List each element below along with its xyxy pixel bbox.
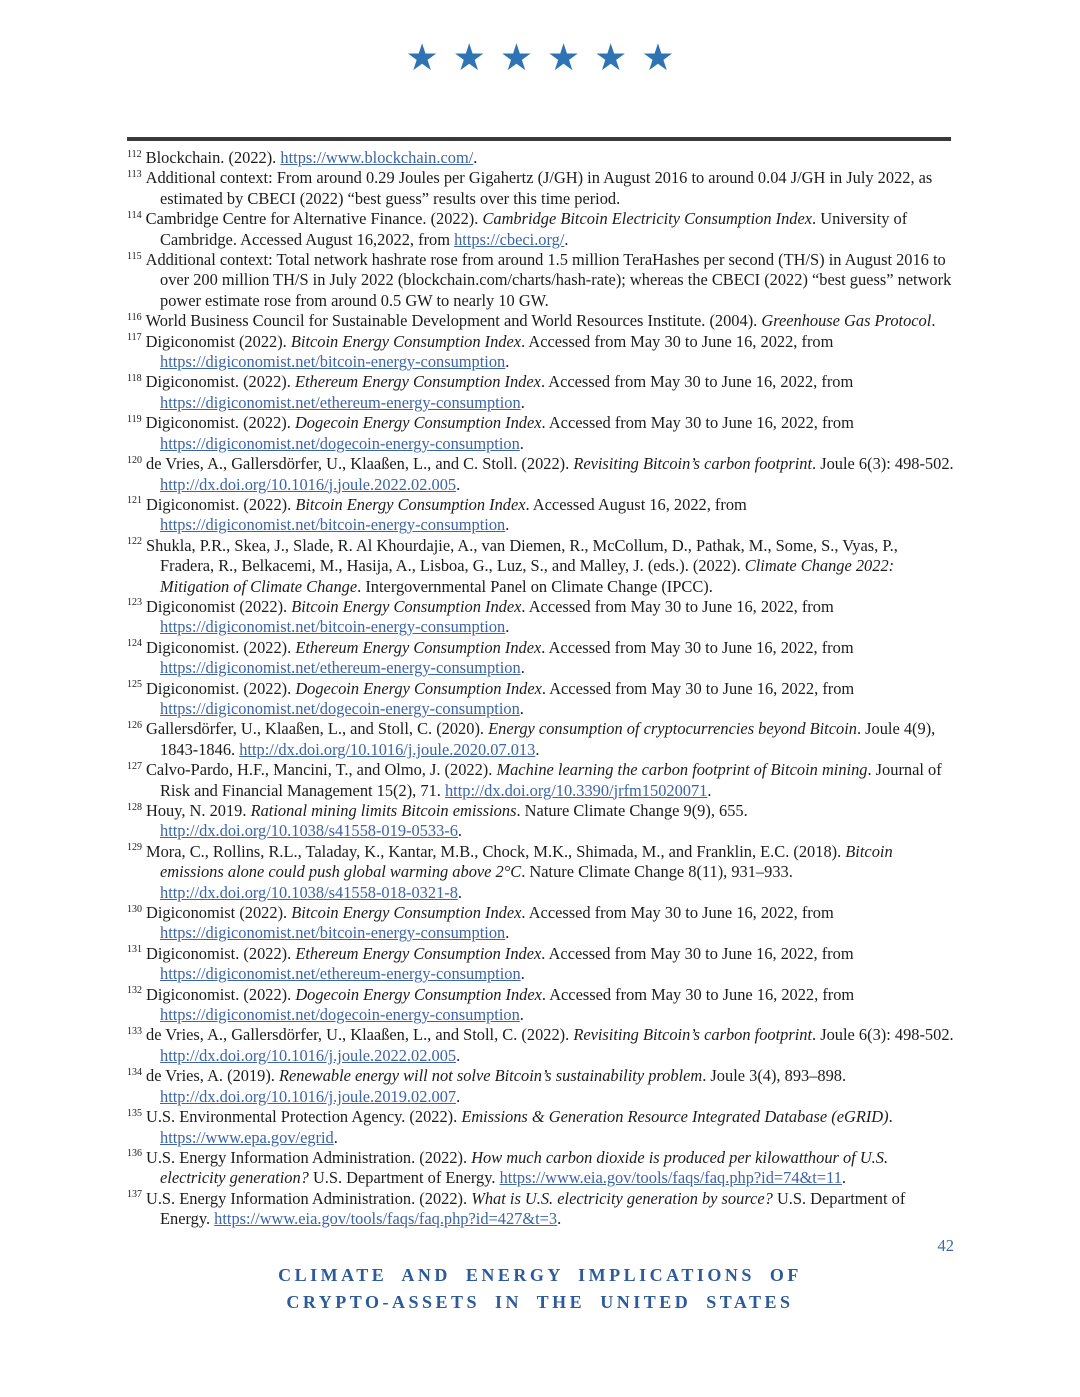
footnote-text: Digiconomist. (2022). bbox=[146, 984, 296, 1004]
footnote-number: 125 bbox=[127, 679, 142, 691]
footnote-text: . Accessed from May 30 to June 16, 2022, from bbox=[541, 943, 854, 963]
footnote-text: . bbox=[520, 964, 525, 984]
footnote-text: . bbox=[333, 1127, 338, 1147]
footnote-text: . University of Cambridge. Accessed August 16,2022, from bbox=[160, 209, 908, 249]
footnote-number: 114 bbox=[127, 209, 142, 221]
footnote-text: . bbox=[456, 1086, 461, 1106]
footnote bbox=[127, 760, 955, 801]
footnote-number: 117 bbox=[127, 332, 142, 344]
footnote-title: Emissions & Generation Resource Integrated Database (eGRID) bbox=[461, 1107, 889, 1127]
footnote bbox=[127, 250, 955, 311]
footnote-text: . Accessed from May 30 to June 16, 2022, from bbox=[541, 984, 855, 1004]
star-icon: ★ bbox=[499, 38, 533, 79]
footnote-link[interactable]: http://dx.doi.org/10.1016/j.joule.2020.07.013 bbox=[239, 739, 536, 759]
footnote-number: 121 bbox=[127, 495, 142, 507]
footnote-title: Greenhouse Gas Protocol bbox=[761, 311, 932, 331]
footnote-link[interactable]: https://www.eia.gov/tools/faqs/faq.php?id=427&t=3 bbox=[214, 1209, 558, 1229]
footnote-text: Digiconomist (2022). bbox=[146, 903, 292, 923]
footnote-number: 136 bbox=[127, 1148, 142, 1160]
footnote bbox=[127, 679, 955, 720]
footnotes-list bbox=[127, 148, 955, 1230]
footnote-number: 124 bbox=[127, 638, 142, 650]
footnote bbox=[127, 332, 955, 373]
footnote-text: . bbox=[457, 821, 463, 841]
divider-rule bbox=[127, 137, 951, 141]
footnote bbox=[127, 372, 955, 413]
footnote-title: Bitcoin Energy Consumption Index bbox=[291, 903, 522, 923]
footnote-number: 123 bbox=[127, 597, 142, 609]
footnote-title: Revisiting Bitcoin’s carbon footprint bbox=[573, 454, 813, 474]
footnote-text: . bbox=[505, 617, 510, 637]
footnote-text: . bbox=[505, 515, 510, 535]
footnote-title: Rational mining limits Bitcoin emissions bbox=[250, 801, 517, 820]
footnote-text: de Vries, A., Gallersdörfer, U., Klaaßen, L., and C. Stoll. (2022). bbox=[146, 454, 574, 474]
footnote-text: U.S. Energy Information Administration. (2022). bbox=[146, 1147, 472, 1167]
footnote-link[interactable]: http://dx.doi.org/10.3390/jrfm15020071 bbox=[444, 780, 708, 800]
footnote bbox=[127, 311, 955, 331]
footnote-title: What is U.S. electricity generation by source? bbox=[471, 1188, 773, 1208]
footnote-link[interactable]: https://digiconomist.net/bitcoin-energy-consumption bbox=[160, 352, 506, 372]
footnote-text: . bbox=[519, 433, 524, 453]
footnote-text: de Vries, A., Gallersdörfer, U., Klaaßen, L., and Stoll, C. (2022). bbox=[146, 1025, 574, 1045]
footnote-text: . bbox=[505, 352, 510, 372]
footnote-link[interactable]: https://digiconomist.net/ethereum-energy-consumption bbox=[160, 392, 521, 412]
footnote-link[interactable]: http://dx.doi.org/10.1038/s41558-019-0533-6 bbox=[160, 821, 458, 841]
footnote-text: . bbox=[505, 923, 510, 943]
footnote-text: . Accessed from May 30 to June 16, 2022, from bbox=[541, 637, 854, 657]
footnote-link[interactable]: https://digiconomist.net/dogecoin-energy-consumption bbox=[160, 433, 520, 453]
footnote bbox=[127, 801, 955, 842]
footnote-text: . Joule 3(4), 893–898. bbox=[702, 1066, 847, 1086]
footnote-text: Digiconomist. (2022). bbox=[146, 943, 296, 963]
footnote-title: Ethereum Energy Consumption Index bbox=[295, 943, 542, 963]
footnote-text: World Business Council for Sustainable Development and World Resources Institute. (2004). bbox=[145, 311, 762, 331]
footnote bbox=[127, 454, 955, 495]
star-icon: ★ bbox=[547, 38, 581, 79]
footnote-number: 137 bbox=[127, 1189, 142, 1201]
footnote bbox=[127, 495, 955, 536]
footnote-number: 134 bbox=[127, 1066, 142, 1078]
footnote bbox=[127, 842, 955, 903]
footnote-number: 129 bbox=[127, 842, 142, 854]
star-icon: ★ bbox=[641, 38, 675, 79]
footnote-number: 131 bbox=[127, 944, 142, 956]
footnote-text: Digiconomist (2022). bbox=[146, 596, 292, 616]
footnote bbox=[127, 944, 955, 985]
footnote-text: Digiconomist. (2022). bbox=[146, 678, 296, 698]
footnote-number: 113 bbox=[127, 168, 142, 180]
footnote-text: . bbox=[519, 1005, 524, 1025]
footnote-text: Digiconomist. (2022). bbox=[146, 637, 296, 657]
footnote-link[interactable]: https://cbeci.org/ bbox=[454, 229, 565, 249]
footnote-title: Climate Change 2022: Mitigation of Climate Change bbox=[160, 556, 895, 596]
star-icon: ★ bbox=[405, 38, 439, 79]
footnote-text: . Accessed from May 30 to June 16, 2022, from bbox=[521, 596, 834, 616]
footnote bbox=[127, 536, 955, 597]
footnote-text: U.S. Department of Energy. bbox=[160, 1188, 906, 1229]
footnote-text: . bbox=[931, 311, 936, 331]
footnote-text: . bbox=[707, 780, 712, 800]
footnote-link[interactable]: https://digiconomist.net/bitcoin-energy-consumption bbox=[160, 923, 506, 943]
report-title-footer bbox=[0, 1262, 1080, 1316]
footnote-text: . Journal of Risk and Financial Management 15(2), 71. bbox=[160, 760, 942, 800]
footnote-text: Gallersdörfer, U., Klaaßen, L., and Stoll, C. (2020). bbox=[146, 719, 489, 739]
footnote-number: 127 bbox=[127, 760, 142, 772]
footnote-text: Digiconomist. (2022). bbox=[146, 494, 296, 514]
footnote-text: Houy, N. 2019. bbox=[146, 801, 251, 820]
footnote-text: . Accessed from May 30 to June 16, 2022, from bbox=[521, 331, 834, 351]
footnote-text: . Accessed from May 30 to June 16, 2022, from bbox=[541, 678, 855, 698]
footnote-text: Digiconomist (2022). bbox=[145, 331, 291, 351]
footnote-text: . Accessed from May 30 to June 16, 2022, from bbox=[541, 413, 854, 433]
footnote-text: . bbox=[535, 739, 540, 759]
footnote-text: U.S. Department of Energy. bbox=[308, 1168, 500, 1188]
footnote-title: How much carbon dioxide is produced per kilowatthour of U.S. electricity generation? bbox=[160, 1147, 889, 1188]
footnote-number: 115 bbox=[127, 250, 142, 262]
footnote-title: Bitcoin Energy Consumption Index bbox=[295, 494, 526, 514]
footnote-text: U.S. Environmental Protection Agency. (2022). bbox=[146, 1107, 462, 1127]
star-row bbox=[0, 40, 1080, 77]
page-number: 42 bbox=[937, 1236, 954, 1255]
footnote-link[interactable]: http://dx.doi.org/10.1016/j.joule.2019.02.007 bbox=[160, 1086, 457, 1106]
footnote-link[interactable]: https://www.eia.gov/tools/faqs/faq.php?id=74&t=11 bbox=[499, 1168, 842, 1188]
footnote bbox=[127, 1148, 955, 1189]
footnote-text: . Nature Climate Change 9(9), 655. bbox=[516, 801, 748, 820]
footnote-text: . bbox=[520, 658, 525, 678]
footnote-link[interactable]: http://dx.doi.org/10.1016/j.joule.2022.02.005 bbox=[160, 474, 457, 494]
footnote bbox=[127, 1025, 955, 1066]
star-icon: ★ bbox=[594, 38, 628, 79]
footnote-text: . Joule 6(3): 498-502. bbox=[812, 454, 954, 474]
footnote-text: Additional context: From around 0.29 Joules per Gigahertz (J/GH) in August 2016 to around 0.04 J/GH in July 2022, as estimated by CBECI (2022) “best guess” results over this time period. bbox=[145, 168, 933, 208]
footnote-title: Bitcoin Energy Consumption Index bbox=[291, 596, 522, 616]
footnote-text: Blockchain. (2022). bbox=[145, 148, 281, 167]
footnote-text: . bbox=[473, 148, 478, 167]
footnote-number: 132 bbox=[127, 985, 142, 997]
footnote-link[interactable]: http://dx.doi.org/10.1038/s41558-018-0321-8 bbox=[160, 882, 458, 902]
footnote-text: . bbox=[456, 1045, 461, 1065]
footnote-title: Bitcoin Energy Consumption Index bbox=[290, 331, 522, 351]
footnote-text: . Joule 6(3): 498-502. bbox=[812, 1025, 954, 1045]
footnote bbox=[127, 148, 955, 168]
footnote-text: de Vries, A. (2019). bbox=[146, 1066, 280, 1086]
footnote-text: . bbox=[564, 229, 569, 249]
footnote-title: Ethereum Energy Consumption Index bbox=[295, 637, 542, 657]
footnote-link[interactable]: https://digiconomist.net/ethereum-energy-consumption bbox=[160, 658, 521, 678]
footnote bbox=[127, 597, 955, 638]
footnote-number: 116 bbox=[127, 311, 142, 323]
footnote-number: 130 bbox=[127, 903, 142, 915]
footnote-text: Additional context: Total network hashrate rose from around 1.5 million TeraHashes per second (TH/S) in August 2016 to over 200 million TH/S in July 2022 (blockchain.com/charts/hash-rate); whereas the CBECI (2022) “best guess” network power estimate rose from around 0.5 GW to nearly 10 GW. bbox=[145, 250, 952, 310]
footnote-link[interactable]: https://digiconomist.net/dogecoin-energy-consumption bbox=[160, 698, 520, 718]
footnote-number: 118 bbox=[127, 373, 142, 384]
footnote-title: Dogecoin Energy Consumption Index bbox=[295, 984, 542, 1004]
footnote-link[interactable]: https://digiconomist.net/dogecoin-energy-consumption bbox=[160, 1005, 520, 1025]
footnote-text: Calvo-Pardo, H.F., Mancini, T., and Olmo, J. (2022). bbox=[146, 760, 497, 780]
footnote-title: Bitcoin emissions alone could push global warming above 2°C bbox=[160, 841, 893, 882]
footnote-number: 112 bbox=[127, 148, 142, 160]
footnote-number: 135 bbox=[127, 1107, 142, 1119]
footnote bbox=[127, 168, 955, 209]
footnote-link[interactable]: https://digiconomist.net/bitcoin-energy-consumption bbox=[160, 515, 506, 535]
footnote bbox=[127, 1066, 955, 1107]
footnote bbox=[127, 985, 955, 1026]
footnote-text: . bbox=[888, 1107, 893, 1127]
footnote bbox=[127, 209, 955, 250]
footnote-title: Energy consumption of cryptocurrencies beyond Bitcoin bbox=[488, 719, 857, 739]
footnote-text: . bbox=[456, 474, 461, 494]
footnote-number: 133 bbox=[127, 1026, 142, 1037]
footnote bbox=[127, 1107, 955, 1148]
footnote bbox=[127, 719, 955, 760]
footnote bbox=[127, 638, 955, 679]
footnote-text: . Nature Climate Change 8(11), 931–933. bbox=[521, 862, 793, 882]
footnote-text: Shukla, P.R., Skea, J., Slade, R. Al Khourdajie, A., van Diemen, R., McCollum, D., Pathak, M., Some, S., Vyas, P., Fradera, R., Belkacemi, M., Hasija, A., Lisboa, G., Luz, S., and Malley, J. (eds.). (2022). bbox=[146, 535, 898, 576]
footnote-text: Cambridge Centre for Alternative Finance. (2022). bbox=[145, 209, 483, 229]
footnote-text: Mora, C., Rollins, R.L., Taladay, K., Kantar, M.B., Chock, M.K., Shimada, M., and Franklin, E.C. (2018). bbox=[146, 841, 846, 861]
footer-title-line2: CRYPTO-ASSETS IN THE UNITED STATES bbox=[286, 1292, 794, 1312]
footnote-title: Ethereum Energy Consumption Index bbox=[294, 372, 541, 392]
star-icon: ★ bbox=[452, 38, 486, 79]
footnote-text: . bbox=[557, 1209, 562, 1229]
footnote-text: . Accessed from May 30 to June 16, 2022, from bbox=[521, 903, 834, 923]
footnote-number: 122 bbox=[127, 536, 142, 548]
footnote-text: . Joule 4(9), 1843-1846. bbox=[160, 719, 936, 759]
footnote-number: 119 bbox=[127, 413, 142, 425]
footnote-link[interactable]: https://digiconomist.net/bitcoin-energy-consumption bbox=[160, 617, 506, 637]
footnote-link[interactable]: https://digiconomist.net/ethereum-energy-consumption bbox=[160, 964, 521, 984]
footnote bbox=[127, 903, 955, 944]
footnote-title: Dogecoin Energy Consumption Index bbox=[295, 678, 542, 698]
footnote-title: Revisiting Bitcoin’s carbon footprint bbox=[573, 1025, 813, 1045]
footnote-number: 128 bbox=[127, 801, 142, 813]
footnote-text: Digiconomist. (2022). bbox=[145, 413, 295, 433]
footnote bbox=[127, 1189, 955, 1230]
footnote-title: Renewable energy will not solve Bitcoin’s sustainability problem bbox=[279, 1066, 703, 1086]
footnote-text: U.S. Energy Information Administration. (2022). bbox=[146, 1188, 472, 1208]
footnote-text: . bbox=[520, 392, 525, 412]
footnote-text: Digiconomist. (2022). bbox=[145, 372, 295, 392]
footnote-text: . bbox=[457, 882, 463, 902]
footer-title-line1: CLIMATE AND ENERGY IMPLICATIONS OF bbox=[278, 1265, 802, 1285]
footnote-text: . Accessed August 16, 2022, from bbox=[525, 494, 747, 514]
footnote-link[interactable]: http://dx.doi.org/10.1016/j.joule.2022.02.005 bbox=[160, 1045, 457, 1065]
footnote-link[interactable]: https://www.blockchain.com/ bbox=[280, 148, 474, 167]
footnote-number: 126 bbox=[127, 719, 142, 731]
footnote-title: Dogecoin Energy Consumption Index bbox=[294, 413, 542, 433]
footnote-text: . bbox=[841, 1168, 847, 1188]
footnote-title: Cambridge Bitcoin Electricity Consumption Index bbox=[482, 209, 813, 229]
footnote-number: 120 bbox=[127, 454, 142, 466]
footnote-text: . Accessed from May 30 to June 16, 2022, from bbox=[540, 372, 854, 392]
footnote-text: . bbox=[519, 698, 524, 718]
footnote-title: Machine learning the carbon footprint of Bitcoin mining bbox=[496, 760, 868, 780]
footnote-link[interactable]: https://www.epa.gov/egrid bbox=[160, 1127, 334, 1147]
footnote bbox=[127, 413, 955, 454]
footnote-text: . Intergovernmental Panel on Climate Change (IPCC). bbox=[357, 576, 713, 596]
